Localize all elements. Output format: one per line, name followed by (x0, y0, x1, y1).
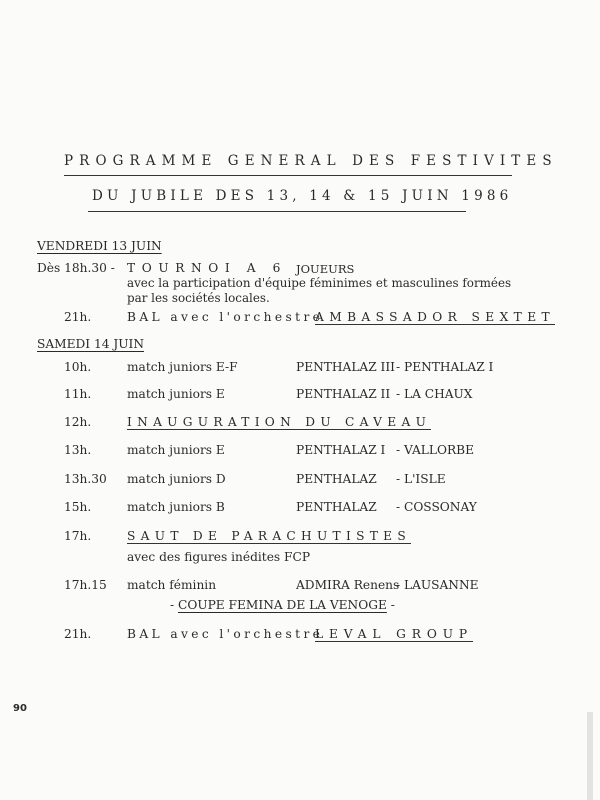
saut-parachutistes: SAUT DE PARACHUTISTES (127, 529, 412, 543)
event-time: 15h. (64, 500, 92, 514)
parachutistes-sub: avec des figures inédites FCP (127, 550, 311, 564)
programme-title: PROGRAMME GENERAL DES FESTIVITES (64, 153, 558, 169)
event-team-a: PENTHALAZ II (296, 387, 391, 401)
tournoi-line3: par les sociétés locales. (127, 291, 270, 305)
page-number: 90 (13, 703, 27, 714)
event-time: 10h. (64, 360, 92, 374)
event-team-b: - VALLORBE (396, 443, 474, 457)
page-edge-shadow (587, 712, 593, 800)
saturday-bal-time: 21h. (64, 627, 92, 641)
event-team-b: - PENTHALAZ I (396, 360, 494, 374)
event-time: 17h. (64, 529, 92, 543)
coupe-femina-line (170, 598, 395, 612)
event-time: 12h. (64, 415, 92, 429)
event-time: 13h. (64, 443, 92, 457)
saturday-bal-prefix: BAL avec l'orchestre (127, 627, 324, 641)
event-time: 13h.30 (64, 472, 107, 486)
friday-heading: VENDREDI 13 JUIN (37, 239, 162, 253)
title-rule-2 (88, 211, 466, 212)
event-desc: match juniors B (127, 500, 225, 514)
tournoi-time: Dès 18h.30 - (37, 261, 115, 275)
event-desc: match juniors E (127, 443, 225, 457)
coupe-suffix: - (390, 598, 395, 612)
tournoi-title: TOURNOI A 6 (127, 261, 287, 275)
inauguration-caveau: INAUGURATION DU CAVEAU (127, 415, 432, 429)
saturday-heading: SAMEDI 14 JUIN (37, 337, 145, 351)
event-team-a: PENTHALAZ (296, 500, 377, 514)
event-time: 11h. (64, 387, 92, 401)
title-rule-1 (64, 175, 512, 176)
event-team-b: - LAUSANNE (396, 578, 479, 592)
coupe-femina: COUPE FEMINA DE LA VENOGE (178, 598, 387, 612)
event-team-a: PENTHALAZ (296, 472, 377, 486)
event-desc: match juniors E-F (127, 360, 238, 374)
friday-bal-time: 21h. (64, 310, 92, 324)
saturday-bal-band: LEVAL GROUP (315, 627, 474, 641)
event-team-b: - L'ISLE (396, 472, 446, 486)
tournoi-joueurs: JOUEURS (296, 262, 355, 276)
friday-bal-band: AMBASSADOR SEXTET (315, 310, 556, 324)
friday-bal-prefix: BAL avec l'orchestre (127, 310, 324, 324)
event-desc: match féminin (127, 578, 217, 592)
event-desc: match juniors E (127, 387, 225, 401)
event-team-a: ADMIRA Renens (296, 578, 400, 592)
coupe-prefix: - (170, 598, 175, 612)
event-team-a: PENTHALAZ III (296, 360, 395, 374)
event-team-b: - LA CHAUX (396, 387, 473, 401)
event-team-b: - COSSONAY (396, 500, 477, 514)
tournoi-line2: avec la participation d'équipe féminimes et masculines formées (127, 276, 512, 290)
event-time: 17h.15 (64, 578, 107, 592)
event-desc: match juniors D (127, 472, 226, 486)
event-team-a: PENTHALAZ I (296, 443, 386, 457)
jubile-subtitle: DU JUBILE DES 13, 14 & 15 JUIN 1986 (92, 188, 513, 204)
